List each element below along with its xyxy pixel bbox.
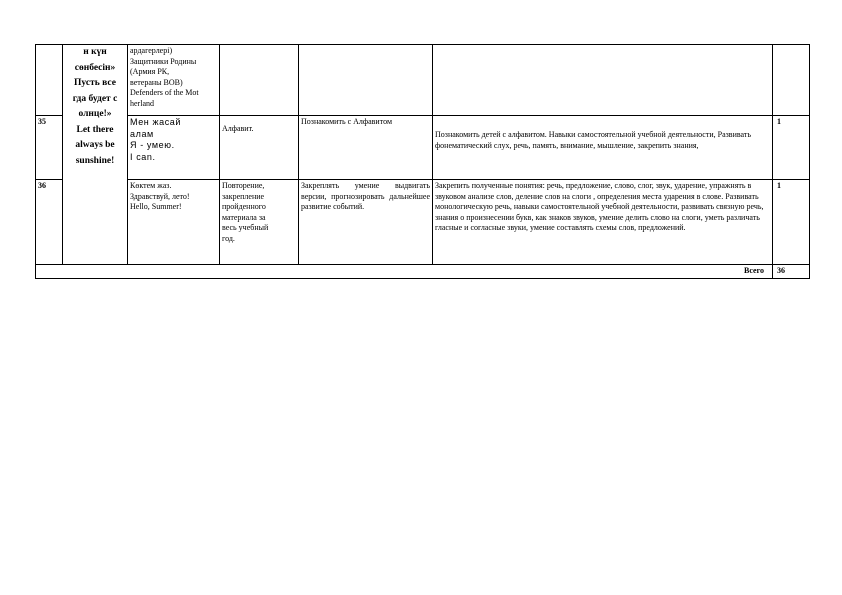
- material-cell: ардагерлері) Защитники Родины (Армия РК, ветераны ВОВ) Defenders of the Mot herland: [128, 45, 220, 116]
- grammar-cell: [220, 45, 299, 116]
- number-cell: 36: [36, 180, 63, 265]
- number-cell: 35: [36, 116, 63, 180]
- goal-cell: [299, 45, 433, 116]
- total-value: 36: [773, 265, 810, 279]
- hours-cell: 1: [773, 116, 810, 180]
- hours-cell: 1: [773, 180, 810, 265]
- goal-cell: Познакомить с Алфавитом: [299, 116, 433, 180]
- table-row: [36, 45, 810, 116]
- table-row: [36, 180, 810, 265]
- skills-cell: Познакомить детей с алфавитом. Навыки самостоятельной учебной деятельности, Развивать фонематический слух, речь, память, внимание, мышление, закрепить знания,: [433, 116, 773, 180]
- topic-cell: н күн сөнбесін» Пусть все гда будет с олнце!» Let there always be sunshine!: [63, 45, 128, 265]
- skills-cell: [433, 45, 773, 116]
- lesson-plan-table: [35, 44, 810, 279]
- goal-cell: Закреплять умение выдвигать версии, прогнозировать дальнейшее развитие событий.: [299, 180, 433, 265]
- material-cell: Көктем жаз. Здравствуй, лето! Hello, Summer!: [128, 180, 220, 265]
- material-cell: Мен жасай алам Я - умею. I can.: [128, 116, 220, 180]
- total-label: Всего: [36, 265, 773, 279]
- skills-cell: Закрепить полученные понятия: речь, предложение, слово, слог, звук, ударение, упражнять в звуковом анализе слов, деление слов на слоги , определения места ударения в слове. Развивать монологическую речь, навыки самостоятельной учебной деятельности, развивать связную речь, знания о произнесении букв, как знаков звуков, умение делить слово на слоги, уметь различать гласные и согласные звуки, умение составлять схемы слов, предложений.: [433, 180, 773, 265]
- total-row: [36, 265, 810, 279]
- hours-cell: [773, 45, 810, 116]
- grammar-cell: Повторение, закрепление пройденного материала за весь учебный год.: [220, 180, 299, 265]
- grammar-cell: Алфавит.: [220, 116, 299, 180]
- table-row: [36, 116, 810, 180]
- number-cell: [36, 45, 63, 116]
